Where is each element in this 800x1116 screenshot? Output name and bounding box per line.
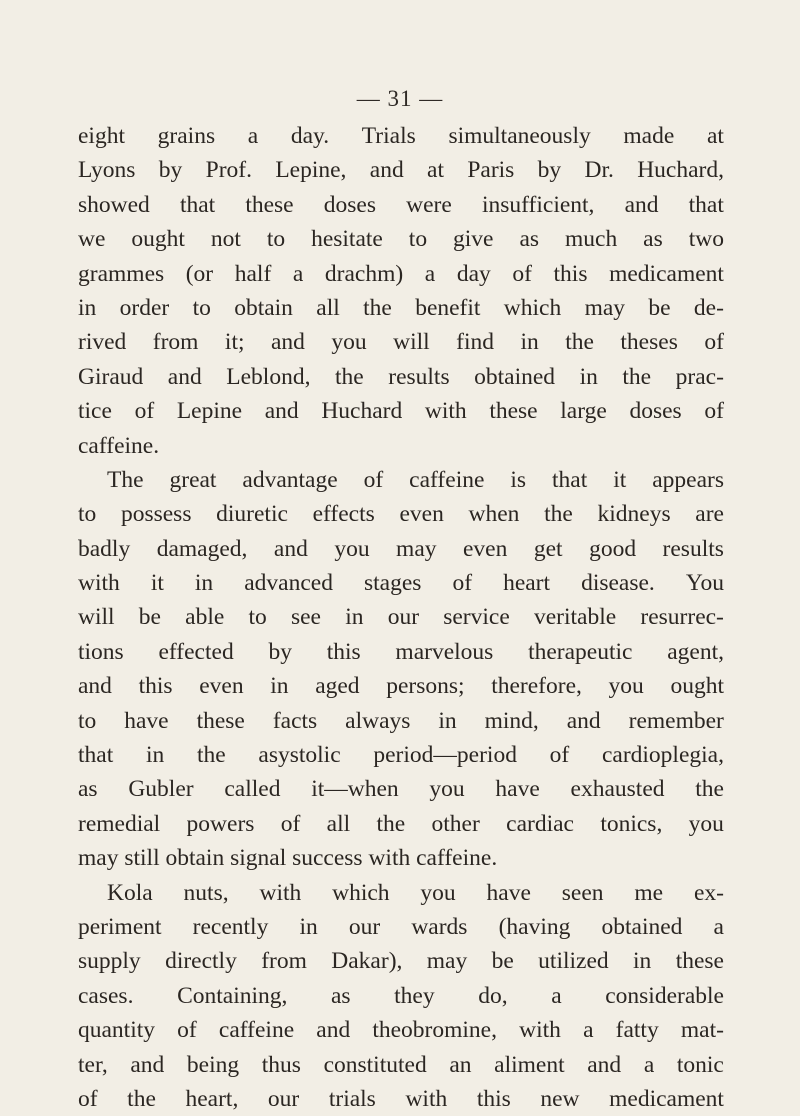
text-line: eight grains a day. Trials simultaneously made at bbox=[78, 123, 724, 149]
text-line: as Gubler called it—when you have exhausted the bbox=[78, 776, 724, 803]
text-line: and this even in aged persons; therefore, you ought bbox=[78, 673, 724, 700]
text-line: rived from it; and you will find in the theses of bbox=[78, 329, 724, 356]
text-line: we ought not to hesitate to give as much as two bbox=[78, 226, 724, 253]
text-line: tions effected by this marvelous therapeutic agent, bbox=[78, 638, 724, 665]
text-line: cases. Containing, as they do, a considerable bbox=[78, 982, 724, 1009]
text-line: caffeine. bbox=[78, 432, 160, 459]
text-line: ter, and being thus constituted an aliment and a tonic bbox=[78, 1051, 724, 1078]
paragraph-first-line: Kola nuts, with which you have seen me ex- bbox=[107, 879, 724, 906]
paragraph-first-line: The great advantage of caffeine is that it appears bbox=[107, 466, 724, 493]
text-line: showed that these doses were insufficient, and that bbox=[78, 191, 724, 218]
text-line: badly damaged, and you may even get good results bbox=[78, 535, 724, 562]
text-line: remedial powers of all the other cardiac tonics, you bbox=[78, 810, 724, 837]
page-number: — 31 — bbox=[356, 86, 444, 111]
text-line: to have these facts always in mind, and remember bbox=[78, 707, 724, 734]
text-line: will be able to see in our service veritable resurrec- bbox=[78, 604, 724, 631]
text-line: Giraud and Leblond, the results obtained in the prac- bbox=[78, 363, 724, 390]
text-line: grammes (or half a drachm) a day of this medicament bbox=[78, 260, 724, 287]
text-line: Lyons by Prof. Lepine, and at Paris by Dr. Huchard, bbox=[78, 157, 724, 184]
text-line: of the heart, our trials with this new medicament bbox=[78, 1085, 724, 1112]
text-line: to possess diuretic effects even when the kidneys are bbox=[78, 501, 724, 528]
text-line: that in the asystolic period—period of cardioplegia, bbox=[78, 742, 724, 769]
text-line: may still obtain signal success with caffeine. bbox=[78, 845, 498, 872]
text-line: tice of Lepine and Huchard with these large doses of bbox=[78, 398, 724, 425]
text-line: with it in advanced stages of heart disease. You bbox=[78, 570, 724, 597]
text-line: in order to obtain all the benefit which may be de- bbox=[78, 294, 724, 321]
text-line: quantity of caffeine and theobromine, with a fatty mat- bbox=[78, 1017, 724, 1044]
text-line: periment recently in our wards (having obtained a bbox=[78, 913, 724, 940]
text-line: supply directly from Dakar), may be utilized in these bbox=[78, 948, 724, 975]
body-text bbox=[78, 119, 724, 1116]
